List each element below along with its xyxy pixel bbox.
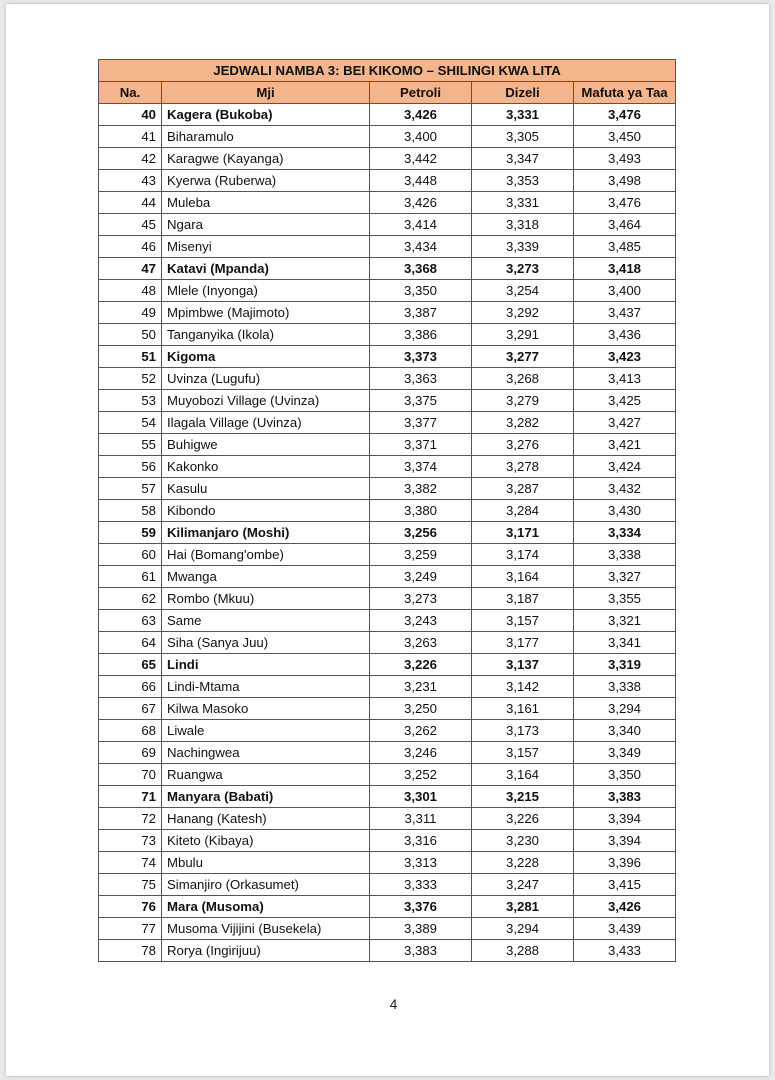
table-row	[99, 896, 676, 918]
cell-kerosene: 3,394	[574, 808, 676, 830]
table-row	[99, 368, 676, 390]
cell-town: Katavi (Mpanda)	[162, 258, 370, 280]
cell-number: 45	[99, 214, 162, 236]
cell-kerosene: 3,450	[574, 126, 676, 148]
cell-petrol: 3,263	[370, 632, 472, 654]
cell-town: Kasulu	[162, 478, 370, 500]
cell-kerosene: 3,341	[574, 632, 676, 654]
cell-diesel: 3,276	[472, 434, 574, 456]
cell-town: Hanang (Katesh)	[162, 808, 370, 830]
cell-diesel: 3,318	[472, 214, 574, 236]
cell-kerosene: 3,421	[574, 434, 676, 456]
cell-petrol: 3,250	[370, 698, 472, 720]
cell-diesel: 3,177	[472, 632, 574, 654]
table-row	[99, 478, 676, 500]
table-row	[99, 434, 676, 456]
cell-number: 64	[99, 632, 162, 654]
cell-number: 56	[99, 456, 162, 478]
cell-number: 53	[99, 390, 162, 412]
cell-kerosene: 3,294	[574, 698, 676, 720]
cell-diesel: 3,247	[472, 874, 574, 896]
cell-town: Muyobozi Village (Uvinza)	[162, 390, 370, 412]
cell-diesel: 3,230	[472, 830, 574, 852]
cell-kerosene: 3,423	[574, 346, 676, 368]
header-petrol: Petroli	[370, 82, 472, 104]
cell-kerosene: 3,355	[574, 588, 676, 610]
cell-kerosene: 3,418	[574, 258, 676, 280]
cell-kerosene: 3,319	[574, 654, 676, 676]
cell-kerosene: 3,415	[574, 874, 676, 896]
cell-number: 46	[99, 236, 162, 258]
cell-number: 66	[99, 676, 162, 698]
cell-kerosene: 3,349	[574, 742, 676, 764]
cell-diesel: 3,171	[472, 522, 574, 544]
table-caption-row	[99, 60, 676, 82]
cell-diesel: 3,215	[472, 786, 574, 808]
cell-petrol: 3,426	[370, 192, 472, 214]
header-kerosene: Mafuta ya Taa	[574, 82, 676, 104]
cell-number: 73	[99, 830, 162, 852]
cell-number: 72	[99, 808, 162, 830]
cell-town: Muleba	[162, 192, 370, 214]
cell-petrol: 3,386	[370, 324, 472, 346]
cell-town: Uvinza (Lugufu)	[162, 368, 370, 390]
cell-town: Same	[162, 610, 370, 632]
cell-town: Karagwe (Kayanga)	[162, 148, 370, 170]
cell-petrol: 3,316	[370, 830, 472, 852]
cell-number: 40	[99, 104, 162, 126]
cell-diesel: 3,347	[472, 148, 574, 170]
table-row	[99, 786, 676, 808]
cell-number: 69	[99, 742, 162, 764]
table-row	[99, 874, 676, 896]
cell-diesel: 3,226	[472, 808, 574, 830]
cell-number: 74	[99, 852, 162, 874]
cell-number: 48	[99, 280, 162, 302]
cell-town: Manyara (Babati)	[162, 786, 370, 808]
cell-town: Ngara	[162, 214, 370, 236]
cell-diesel: 3,281	[472, 896, 574, 918]
cell-diesel: 3,284	[472, 500, 574, 522]
table-row	[99, 412, 676, 434]
cell-town: Mwanga	[162, 566, 370, 588]
table-row	[99, 676, 676, 698]
cell-petrol: 3,426	[370, 104, 472, 126]
cell-petrol: 3,380	[370, 500, 472, 522]
cell-town: Lindi	[162, 654, 370, 676]
cell-number: 60	[99, 544, 162, 566]
table-header-row	[99, 82, 676, 104]
cell-kerosene: 3,485	[574, 236, 676, 258]
cell-diesel: 3,173	[472, 720, 574, 742]
cell-petrol: 3,256	[370, 522, 472, 544]
cell-diesel: 3,287	[472, 478, 574, 500]
cell-number: 49	[99, 302, 162, 324]
table-row	[99, 610, 676, 632]
table-row	[99, 940, 676, 962]
cell-kerosene: 3,427	[574, 412, 676, 434]
table-row	[99, 192, 676, 214]
cell-petrol: 3,375	[370, 390, 472, 412]
cell-number: 78	[99, 940, 162, 962]
cell-petrol: 3,350	[370, 280, 472, 302]
cell-diesel: 3,161	[472, 698, 574, 720]
cell-kerosene: 3,338	[574, 544, 676, 566]
cell-kerosene: 3,350	[574, 764, 676, 786]
table-row	[99, 566, 676, 588]
cell-kerosene: 3,400	[574, 280, 676, 302]
table-body	[99, 104, 676, 962]
cell-petrol: 3,231	[370, 676, 472, 698]
cell-number: 58	[99, 500, 162, 522]
cell-petrol: 3,301	[370, 786, 472, 808]
cell-petrol: 3,414	[370, 214, 472, 236]
cell-kerosene: 3,464	[574, 214, 676, 236]
cell-diesel: 3,164	[472, 566, 574, 588]
cell-petrol: 3,262	[370, 720, 472, 742]
cell-number: 68	[99, 720, 162, 742]
cell-town: Mbulu	[162, 852, 370, 874]
table-row	[99, 456, 676, 478]
cell-number: 55	[99, 434, 162, 456]
cell-town: Mpimbwe (Majimoto)	[162, 302, 370, 324]
cell-number: 77	[99, 918, 162, 940]
table-row	[99, 236, 676, 258]
table-row	[99, 544, 676, 566]
cell-diesel: 3,292	[472, 302, 574, 324]
cell-town: Lindi-Mtama	[162, 676, 370, 698]
cell-diesel: 3,187	[472, 588, 574, 610]
document-page	[6, 4, 769, 1076]
cell-town: Misenyi	[162, 236, 370, 258]
cell-number: 63	[99, 610, 162, 632]
cell-number: 44	[99, 192, 162, 214]
table-row	[99, 830, 676, 852]
cell-kerosene: 3,439	[574, 918, 676, 940]
cell-town: Kyerwa (Ruberwa)	[162, 170, 370, 192]
cell-kerosene: 3,432	[574, 478, 676, 500]
table-row	[99, 148, 676, 170]
cell-petrol: 3,377	[370, 412, 472, 434]
cell-number: 47	[99, 258, 162, 280]
cell-town: Kilimanjaro (Moshi)	[162, 522, 370, 544]
cell-kerosene: 3,321	[574, 610, 676, 632]
cell-diesel: 3,294	[472, 918, 574, 940]
table-row	[99, 808, 676, 830]
table-row	[99, 742, 676, 764]
cell-petrol: 3,313	[370, 852, 472, 874]
cell-kerosene: 3,383	[574, 786, 676, 808]
cell-petrol: 3,252	[370, 764, 472, 786]
cell-diesel: 3,282	[472, 412, 574, 434]
cell-number: 52	[99, 368, 162, 390]
cell-number: 57	[99, 478, 162, 500]
cell-town: Mara (Musoma)	[162, 896, 370, 918]
cell-petrol: 3,383	[370, 940, 472, 962]
table-row	[99, 764, 676, 786]
cell-petrol: 3,382	[370, 478, 472, 500]
cell-number: 41	[99, 126, 162, 148]
table-row	[99, 214, 676, 236]
cell-kerosene: 3,426	[574, 896, 676, 918]
cell-diesel: 3,268	[472, 368, 574, 390]
cell-petrol: 3,259	[370, 544, 472, 566]
cell-petrol: 3,273	[370, 588, 472, 610]
cell-town: Kibondo	[162, 500, 370, 522]
cell-petrol: 3,363	[370, 368, 472, 390]
cell-kerosene: 3,476	[574, 192, 676, 214]
cell-petrol: 3,368	[370, 258, 472, 280]
cell-kerosene: 3,436	[574, 324, 676, 346]
cell-number: 62	[99, 588, 162, 610]
cell-kerosene: 3,394	[574, 830, 676, 852]
cell-town: Kigoma	[162, 346, 370, 368]
cell-diesel: 3,254	[472, 280, 574, 302]
cell-diesel: 3,331	[472, 192, 574, 214]
cell-town: Biharamulo	[162, 126, 370, 148]
cell-petrol: 3,311	[370, 808, 472, 830]
cell-kerosene: 3,493	[574, 148, 676, 170]
cell-petrol: 3,448	[370, 170, 472, 192]
cell-town: Mlele (Inyonga)	[162, 280, 370, 302]
page-number: 4	[389, 996, 398, 1012]
cell-petrol: 3,226	[370, 654, 472, 676]
table-row	[99, 698, 676, 720]
cell-kerosene: 3,327	[574, 566, 676, 588]
cell-number: 71	[99, 786, 162, 808]
cell-diesel: 3,353	[472, 170, 574, 192]
cell-number: 59	[99, 522, 162, 544]
cell-diesel: 3,305	[472, 126, 574, 148]
cell-diesel: 3,157	[472, 610, 574, 632]
cell-kerosene: 3,430	[574, 500, 676, 522]
cell-diesel: 3,288	[472, 940, 574, 962]
cell-diesel: 3,291	[472, 324, 574, 346]
cell-town: Musoma Vijijini (Busekela)	[162, 918, 370, 940]
cell-kerosene: 3,413	[574, 368, 676, 390]
cell-town: Rombo (Mkuu)	[162, 588, 370, 610]
cell-town: Kiteto (Kibaya)	[162, 830, 370, 852]
cell-number: 70	[99, 764, 162, 786]
table-row	[99, 280, 676, 302]
cell-petrol: 3,249	[370, 566, 472, 588]
cell-petrol: 3,389	[370, 918, 472, 940]
cell-town: Buhigwe	[162, 434, 370, 456]
cell-number: 43	[99, 170, 162, 192]
cell-number: 51	[99, 346, 162, 368]
cell-number: 54	[99, 412, 162, 434]
table-row	[99, 170, 676, 192]
cell-petrol: 3,333	[370, 874, 472, 896]
cell-number: 61	[99, 566, 162, 588]
cell-town: Liwale	[162, 720, 370, 742]
table-row	[99, 500, 676, 522]
cell-petrol: 3,243	[370, 610, 472, 632]
cell-diesel: 3,277	[472, 346, 574, 368]
table-row	[99, 104, 676, 126]
cell-diesel: 3,339	[472, 236, 574, 258]
cell-diesel: 3,137	[472, 654, 574, 676]
table-row	[99, 522, 676, 544]
table-row	[99, 390, 676, 412]
cell-diesel: 3,279	[472, 390, 574, 412]
cell-diesel: 3,228	[472, 852, 574, 874]
cell-town: Rorya (Ingirijuu)	[162, 940, 370, 962]
cell-number: 65	[99, 654, 162, 676]
cell-town: Siha (Sanya Juu)	[162, 632, 370, 654]
cell-town: Hai (Bomang'ombe)	[162, 544, 370, 566]
cell-diesel: 3,331	[472, 104, 574, 126]
cell-kerosene: 3,334	[574, 522, 676, 544]
cell-diesel: 3,174	[472, 544, 574, 566]
cell-petrol: 3,387	[370, 302, 472, 324]
table-row	[99, 720, 676, 742]
cell-number: 75	[99, 874, 162, 896]
cell-kerosene: 3,424	[574, 456, 676, 478]
table-row	[99, 324, 676, 346]
header-diesel: Dizeli	[472, 82, 574, 104]
cell-number: 76	[99, 896, 162, 918]
cell-kerosene: 3,476	[574, 104, 676, 126]
table-row	[99, 258, 676, 280]
cell-number: 42	[99, 148, 162, 170]
cell-diesel: 3,142	[472, 676, 574, 698]
cell-town: Kagera (Bukoba)	[162, 104, 370, 126]
cell-petrol: 3,374	[370, 456, 472, 478]
cell-diesel: 3,278	[472, 456, 574, 478]
cell-kerosene: 3,396	[574, 852, 676, 874]
cell-kerosene: 3,338	[574, 676, 676, 698]
cell-town: Kakonko	[162, 456, 370, 478]
cell-number: 67	[99, 698, 162, 720]
cell-petrol: 3,371	[370, 434, 472, 456]
cell-petrol: 3,373	[370, 346, 472, 368]
cell-kerosene: 3,498	[574, 170, 676, 192]
cell-diesel: 3,157	[472, 742, 574, 764]
table-row	[99, 346, 676, 368]
cell-petrol: 3,400	[370, 126, 472, 148]
cell-kerosene: 3,433	[574, 940, 676, 962]
fuel-price-table	[98, 59, 676, 962]
cell-town: Ruangwa	[162, 764, 370, 786]
table-row	[99, 918, 676, 940]
table-row	[99, 302, 676, 324]
cell-petrol: 3,442	[370, 148, 472, 170]
cell-town: Kilwa Masoko	[162, 698, 370, 720]
table-caption: JEDWALI NAMBA 3: BEI KIKOMO – SHILINGI KWA LITA	[99, 60, 676, 82]
cell-town: Simanjiro (Orkasumet)	[162, 874, 370, 896]
cell-petrol: 3,376	[370, 896, 472, 918]
table-row	[99, 632, 676, 654]
cell-kerosene: 3,340	[574, 720, 676, 742]
header-town: Mji	[162, 82, 370, 104]
cell-kerosene: 3,425	[574, 390, 676, 412]
table-row	[99, 852, 676, 874]
cell-petrol: 3,434	[370, 236, 472, 258]
header-number: Na.	[99, 82, 162, 104]
cell-diesel: 3,273	[472, 258, 574, 280]
cell-petrol: 3,246	[370, 742, 472, 764]
cell-diesel: 3,164	[472, 764, 574, 786]
cell-town: Ilagala Village (Uvinza)	[162, 412, 370, 434]
cell-town: Tanganyika (Ikola)	[162, 324, 370, 346]
table-row	[99, 654, 676, 676]
cell-number: 50	[99, 324, 162, 346]
cell-kerosene: 3,437	[574, 302, 676, 324]
table-row	[99, 126, 676, 148]
table-row	[99, 588, 676, 610]
cell-town: Nachingwea	[162, 742, 370, 764]
